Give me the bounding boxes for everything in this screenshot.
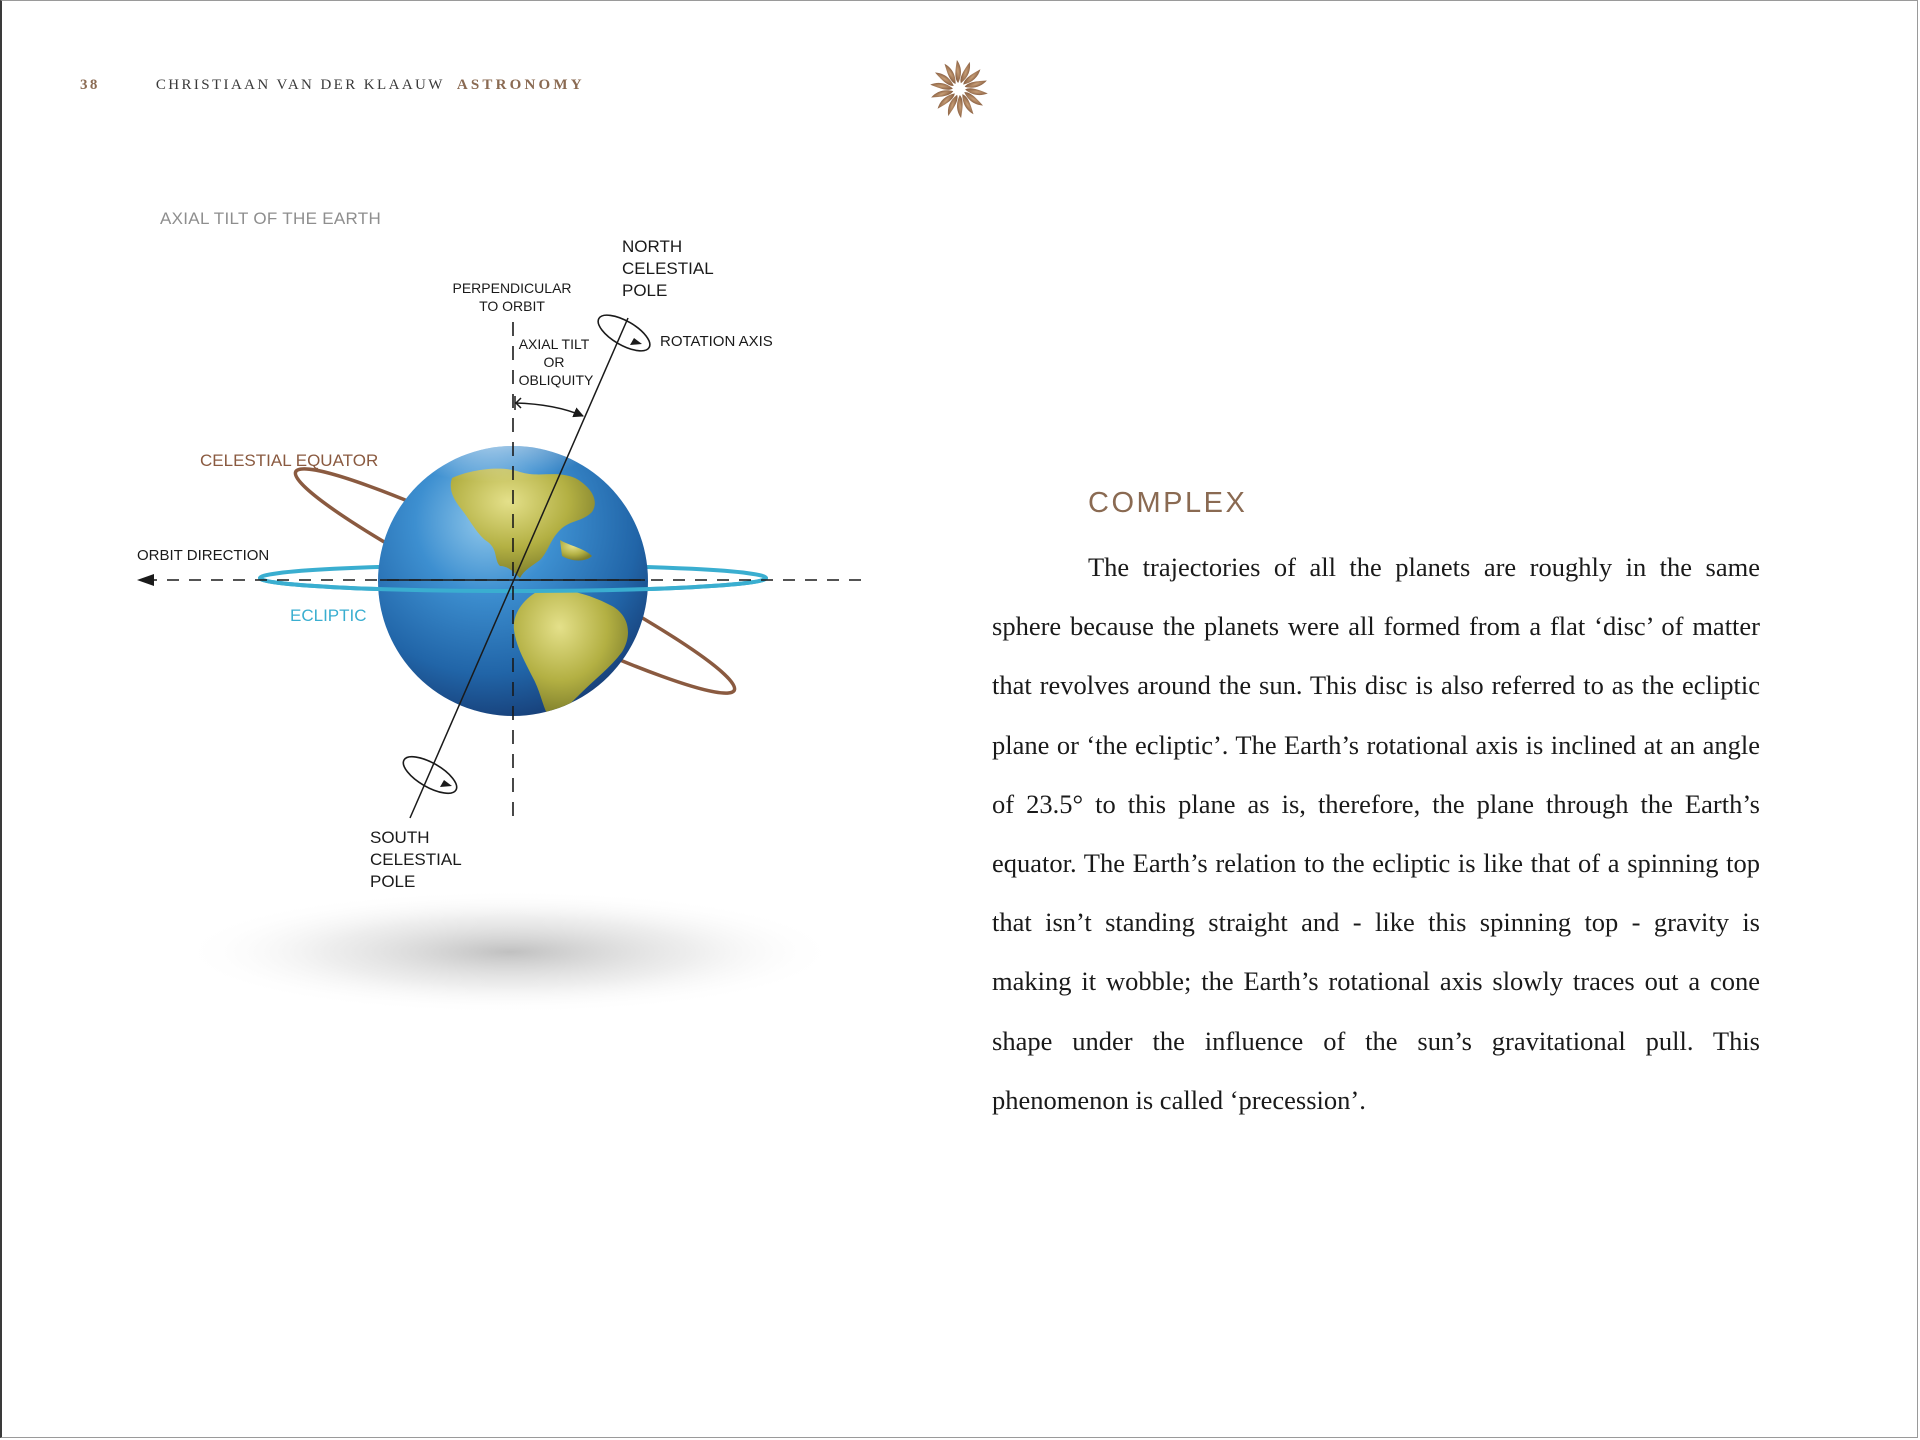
south-rotation-circle	[398, 750, 462, 801]
book-title: ASTRONOMY	[456, 77, 585, 93]
north-rotation-circle	[593, 308, 655, 358]
svg-text:OR: OR	[543, 354, 565, 370]
label-celestial-equator: CELESTIAL EQUATOR	[200, 451, 379, 470]
label-north-celestial-pole	[622, 237, 714, 300]
page-number: 38	[80, 77, 100, 93]
label-rotation-axis: ROTATION AXIS	[660, 333, 773, 350]
svg-text:POLE: POLE	[370, 872, 416, 891]
label-axial-tilt	[519, 336, 594, 388]
svg-text:AXIAL TILT: AXIAL TILT	[518, 336, 590, 352]
svg-text:PERPENDICULAR: PERPENDICULAR	[452, 280, 572, 296]
book-author: CHRISTIAAN VAN DER KLAAUW	[155, 77, 445, 93]
svg-text:POLE: POLE	[622, 281, 668, 300]
axial-tilt-arc	[515, 403, 583, 416]
earth-shadow	[180, 890, 840, 1014]
figure-title: AXIAL TILT OF THE EARTH	[160, 209, 382, 228]
section-heading: COMPLEX	[1088, 487, 1248, 519]
svg-text:SOUTH: SOUTH	[370, 828, 430, 847]
svg-text:CELESTIAL: CELESTIAL	[370, 850, 462, 869]
body-paragraph: The trajectories of all the planets are roughly in the same sphere because the planets were all formed from a flat ‘disc’ of matter that revolves around the sun. This disc is also referred to as the ecliptic plane or ‘the ecliptic’. The Earth’s rotational axis is inclined at an angle of 23.5° to this plane as is, therefore, the plane through the Earth’s equator. The Earth’s relation to the ecliptic is like that of a spinning top that isn’t standing straight and - like this spinning top - gravity is making it wobble; the Earth’s rotational axis slowly traces out a cone shape under the influence of the sun’s gravitational pull. This phenomenon is called ‘precession’.	[992, 552, 1760, 1115]
svg-text:CELESTIAL: CELESTIAL	[622, 259, 714, 278]
label-south-celestial-pole	[370, 828, 462, 891]
label-perpendicular-to-orbit	[452, 280, 571, 314]
svg-text:NORTH: NORTH	[622, 237, 683, 256]
svg-text:TO ORBIT: TO ORBIT	[479, 298, 545, 314]
label-ecliptic: ECLIPTIC	[290, 606, 367, 625]
label-orbit-direction: ORBIT DIRECTION	[137, 547, 270, 564]
earth-globe	[375, 410, 648, 716]
svg-text:OBLIQUITY: OBLIQUITY	[518, 372, 594, 388]
orbit-direction-arrow	[137, 574, 154, 586]
